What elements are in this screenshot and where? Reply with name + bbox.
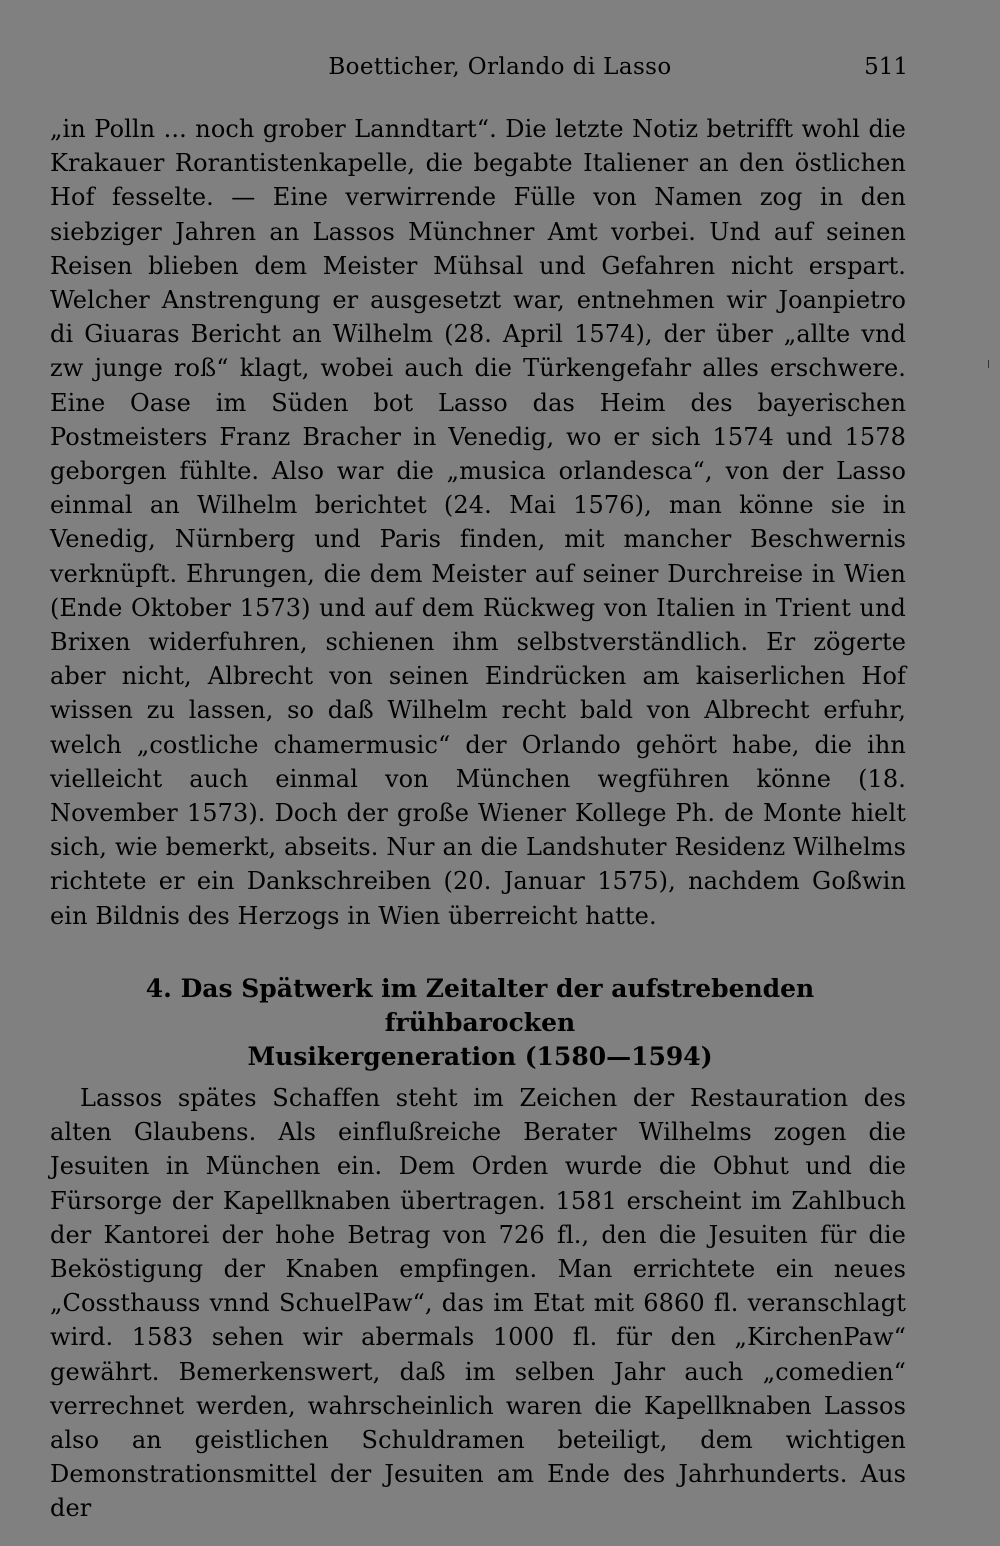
section-heading-line-1: 4. Das Spätwerk im Zeitalter der aufstrebenden frühbarocken (145, 974, 815, 1037)
section-heading (90, 972, 870, 1074)
margin-mark (988, 360, 993, 368)
running-title: Boetticher, Orlando di Lasso (328, 54, 672, 80)
paragraph-2: Lassos spätes Schaffen steht im Zeichen der Restauration des alten Glaubens. Als einflußreiche Berater Wilhelms zogen die Jesuiten in München ein. Dem Orden wurde die Obhut und die Fürsorge der Kapellknaben übertragen. 1581 erscheint im Zahlbuch der Kantorei der hohe Betrag von 726 fl., den die Jesuiten für die Beköstigung der Knaben empfingen. Man errichtete ein neues „Cossthauss vnnd SchuelPaw“, das im Etat mit 6860 fl. veranschlagt wird. 1583 sehen wir abermals 1000 fl. für den „KirchenPaw“ gewährt. Bemerkenswert, daß im selben Jahr auch „comedien“ verrechnet werden, wahrscheinlich waren die Kapellknaben Lassos also an geistlichen Schuldramen beteiligt, dem wichtigen Demonstrationsmittel der Jesuiten am Ende des Jahrhunderts. Aus der (50, 1084, 906, 1523)
section-heading-line-2: Musikergeneration (1580—1594) (247, 1042, 713, 1071)
page-number: 511 (864, 54, 908, 80)
paragraph-1: „in Polln ... noch grober Lanndtart“. Die letzte Notiz betrifft wohl die Krakauer Rorantistenkapelle, die begabte Italiener an den östlichen Hof fesselte. — Eine verwirrende Fülle von Namen zog in den siebziger Jahren an Lassos Münchner Amt vorbei. Und auf seinen Reisen blieben dem Meister Mühsal und Gefahren nicht erspart. Welcher Anstrengung er ausgesetzt war, entnehmen wir Joanpietro di Giuaras Bericht an Wilhelm (28. April 1574), der über „allte vnd zw junge roß“ klagt, wobei auch die Türkengefahr alles erschwere. Eine Oase im Süden bot Lasso das Heim des bayerischen Postmeisters Franz Bracher in Venedig, wo er sich 1574 und 1578 geborgen fühlte. Also war die „musica orlandesca“, von der Lasso einmal an Wilhelm berichtet (24. Mai 1576), man könne sie in Venedig, Nürnberg und Paris finden, mit mancher Beschwernis verknüpft. Ehrungen, die dem Meister auf seiner Durchreise in Wien (Ende Oktober 1573) und auf dem Rückweg von Italien in Trient und Brixen widerfuhren, schienen ihm selbstverständlich. Er zögerte aber nicht, Albrecht von seinen Eindrücken am kaiserlichen Hof wissen zu lassen, so daß Wilhelm recht bald von Albrecht erfuhr, welch „costliche chamermusic“ der Orlando gehört habe, die ihn vielleicht auch einmal von München wegführen könne (18. November 1573). Doch der große Wiener Kollege Ph. de Monte hielt sich, wie bemerkt, abseits. Nur an die Landshuter Residenz Wilhelms richtete er ein Dankschreiben (20. Januar 1575), nachdem Goßwin ein Bildnis des Herzogs in Wien überreicht hatte. (50, 115, 906, 930)
